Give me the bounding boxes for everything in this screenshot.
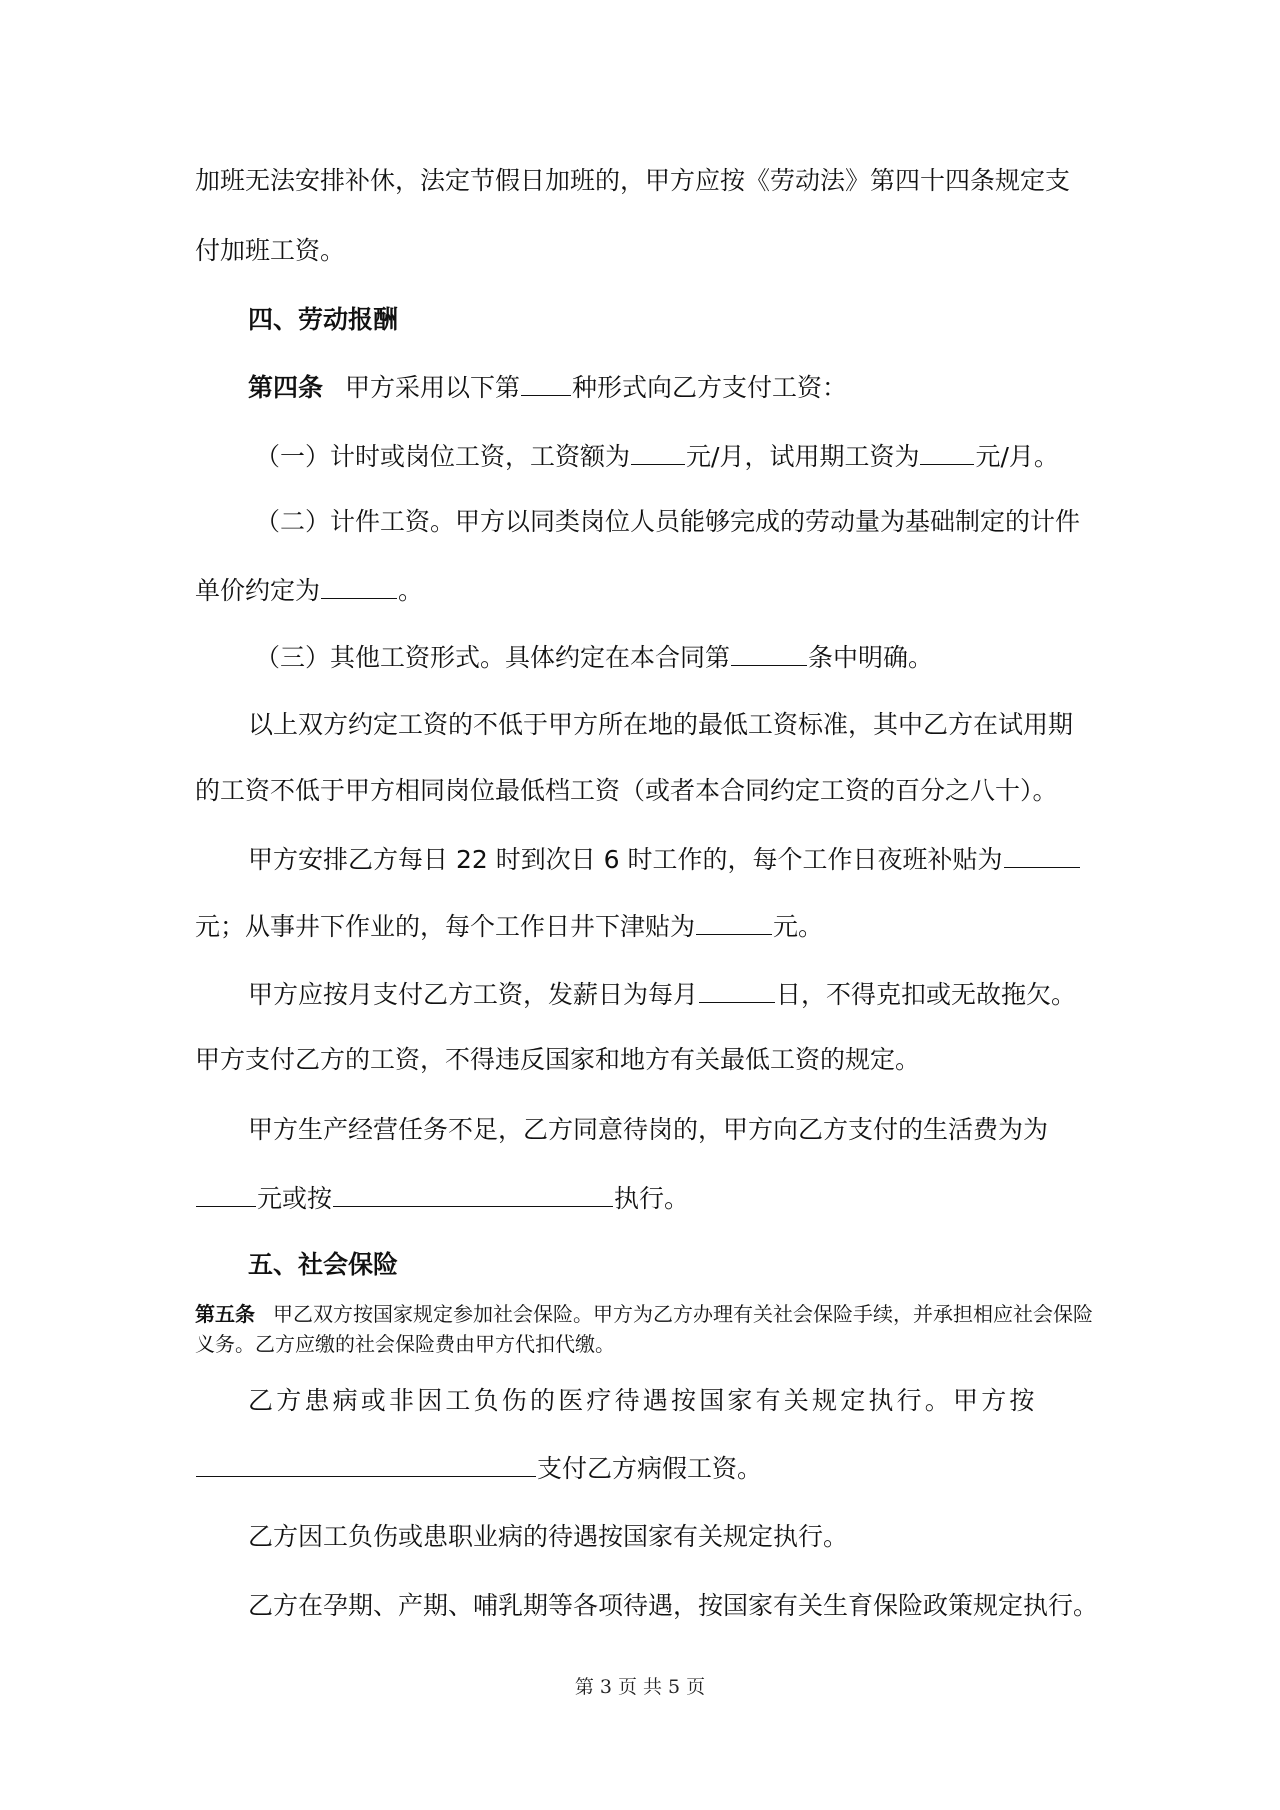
paragraph-night-line1	[248, 843, 1168, 877]
text: 元；从事井下作业的，每个工作日井下津贴为	[195, 912, 696, 941]
text: 付加班工资。	[195, 236, 346, 265]
text: 甲方安排乙方每日 22 时到次日 6 时工作的，每个工作日夜班补贴为	[248, 845, 1003, 874]
section-heading-4	[248, 303, 1168, 337]
text: 种形式向乙方支付工资：	[572, 373, 848, 402]
text: 条中明确。	[808, 643, 934, 672]
text: 元。	[773, 912, 824, 941]
article-5	[195, 1299, 1110, 1359]
text: 甲方采用以下第	[345, 373, 521, 402]
paragraph-min-wage-line2	[195, 774, 1115, 808]
text: 甲方生产经营任务不足，乙方同意待岗的，甲方向乙方支付的生活费为为	[248, 1115, 1049, 1144]
text: 甲方应按月支付乙方工资，发薪日为每月	[248, 980, 699, 1009]
paragraph-payday-line2	[195, 1043, 1115, 1077]
fill-blank	[699, 978, 775, 1003]
text: （二）计件工资。甲方以同类岗位人员能够完成的劳动量为基础制定的计件	[255, 507, 1081, 536]
section-heading-5	[248, 1248, 1168, 1282]
paragraph-night-line2	[195, 910, 1115, 944]
paragraph-min-wage-line1	[248, 708, 1168, 742]
paragraph-medical-line2	[195, 1452, 1115, 1486]
fill-blank	[920, 440, 974, 465]
text: 以上双方约定工资的不低于甲方所在地的最低工资标准，其中乙方在试用期	[248, 710, 1074, 739]
fill-blank	[631, 440, 685, 465]
fill-blank	[196, 1452, 536, 1477]
text: 乙方因工负伤或患职业病的待遇按国家有关规定执行。	[248, 1522, 849, 1551]
paragraph-injury	[248, 1520, 1168, 1554]
article-4	[248, 371, 1168, 405]
fill-blank	[1004, 843, 1080, 868]
article-label: 第四条	[248, 373, 324, 402]
text: 单价约定为	[195, 576, 321, 605]
page-number: 第 3 页 共 5 页	[574, 1676, 706, 1698]
text: （三）其他工资形式。具体约定在本合同第	[255, 643, 731, 672]
item-2-line1	[255, 505, 1175, 539]
paragraph-medical-line1	[248, 1384, 1168, 1418]
fill-blank	[196, 1182, 256, 1207]
paragraph-maternity	[248, 1589, 1168, 1623]
fill-blank	[333, 1182, 613, 1207]
page-footer	[0, 1672, 1280, 1699]
fill-blank	[696, 910, 772, 935]
paragraph-idle-line1	[248, 1113, 1168, 1147]
paragraph-payday-line1	[248, 978, 1168, 1012]
text: 日，不得克扣或无故拖欠。	[776, 980, 1077, 1009]
heading-text: 四、劳动报酬	[248, 305, 399, 334]
text: 执行。	[614, 1184, 690, 1213]
paragraph-idle-line2	[195, 1182, 1115, 1216]
text: 乙方患病或非因工负伤的医疗待遇按国家有关规定执行。甲方按	[248, 1386, 1038, 1415]
text: 。	[398, 576, 424, 605]
item-1	[255, 440, 1175, 474]
text: 加班无法安排补休，法定节假日加班的，甲方应按《劳动法》第四十四条规定支	[195, 166, 1071, 195]
text: 元或按	[257, 1184, 333, 1213]
fill-blank	[321, 574, 397, 599]
item-2-line2	[195, 574, 1115, 608]
fill-blank	[731, 641, 807, 666]
article-label: 第五条	[195, 1302, 255, 1326]
text: 甲方支付乙方的工资，不得违反国家和地方有关最低工资的规定。	[195, 1045, 921, 1074]
text: 的工资不低于甲方相同岗位最低档工资（或者本合同约定工资的百分之八十）。	[195, 776, 1058, 805]
text: 乙方在孕期、产期、哺乳期等各项待遇，按国家有关生育保险政策规定执行。	[248, 1591, 1099, 1620]
text: 支付乙方病假工资。	[537, 1454, 763, 1483]
text: 元/月。	[975, 442, 1059, 471]
text: （一）计时或岗位工资，工资额为	[255, 442, 631, 471]
paragraph-overtime-line2	[195, 234, 1115, 268]
paragraph-overtime-line1	[195, 164, 1115, 198]
heading-text: 五、社会保险	[248, 1250, 399, 1279]
item-3	[255, 641, 1175, 675]
fill-blank	[521, 371, 571, 396]
text: 甲乙双方按国家规定参加社会保险。甲方为乙方办理有关社会保险手续，并承担相应社会保险义务。乙方应缴的社会保险费由甲方代扣代缴。	[195, 1302, 1093, 1356]
text: 元/月，试用期工资为	[686, 442, 920, 471]
